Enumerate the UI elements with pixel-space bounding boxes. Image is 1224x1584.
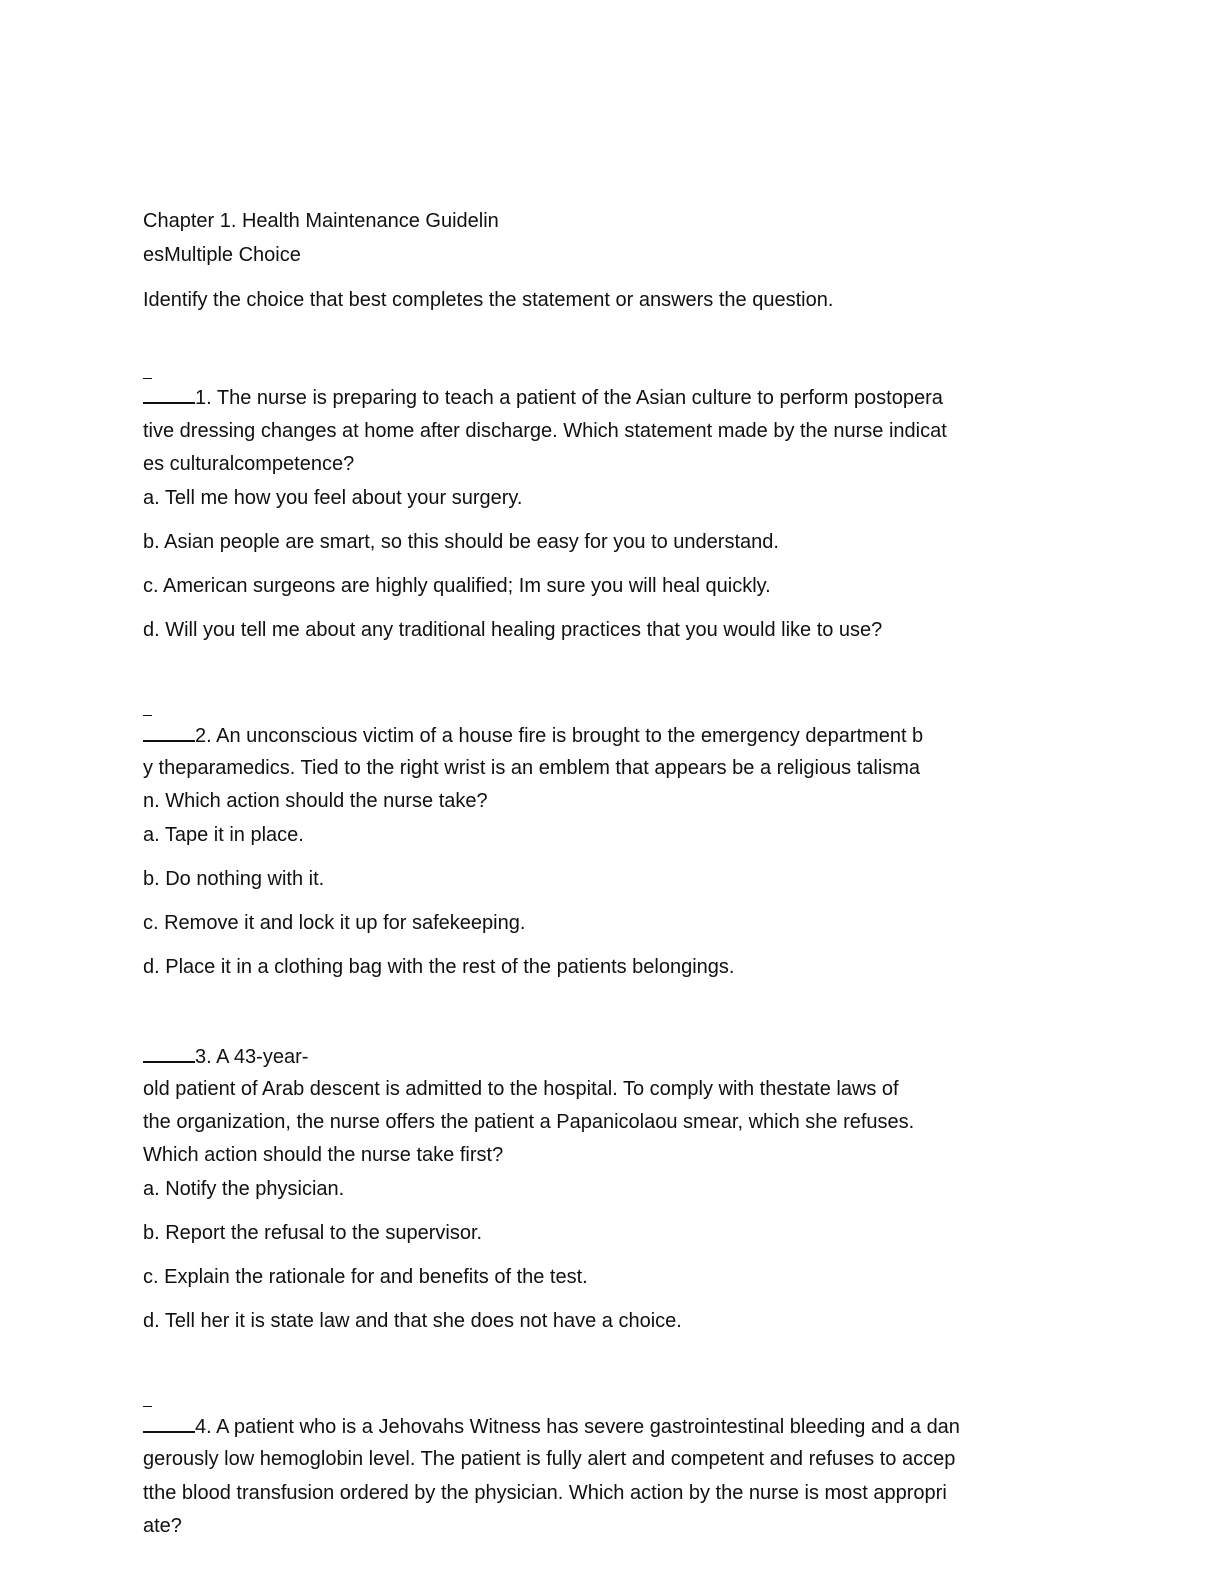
question-2-option-d: d. Place it in a clothing bag with the rest of the patients belongings. xyxy=(143,956,735,978)
question-4-stem xyxy=(143,1413,960,1440)
question-1-stem xyxy=(143,384,943,411)
question-3-option-c: c. Explain the rationale for and benefits of the test. xyxy=(143,1266,588,1288)
question-3-line: Which action should the nurse take first? xyxy=(143,1144,504,1166)
question-2-dash-mark xyxy=(143,715,152,716)
question-1-option-d: d. Will you tell me about any traditional healing practices that you would like to use? xyxy=(143,619,883,641)
question-3-option-d: d. Tell her it is state law and that she does not have a choice. xyxy=(143,1310,682,1332)
question-4-number-text: 4. A patient who is a Jehovahs Witness has severe gastrointestinal bleeding and a dan xyxy=(195,1416,960,1438)
question-2-answer-blank[interactable] xyxy=(143,722,195,742)
question-1-line: tive dressing changes at home after discharge. Which statement made by the nurse indicat xyxy=(143,420,947,442)
question-4-dash-mark xyxy=(143,1406,152,1407)
question-2-number-text: 2. An unconscious victim of a house fire is brought to the emergency department b xyxy=(195,725,924,747)
question-3-answer-blank[interactable] xyxy=(143,1043,195,1063)
question-4-line: tthe blood transfusion ordered by the physician. Which action by the nurse is most appropri xyxy=(143,1482,947,1504)
question-2-option-c: c. Remove it and lock it up for safekeeping. xyxy=(143,912,526,934)
question-3-option-b: b. Report the refusal to the supervisor. xyxy=(143,1222,483,1244)
question-1-option-b: b. Asian people are smart, so this should be easy for you to understand. xyxy=(143,531,779,553)
title-line-2: esMultiple Choice xyxy=(143,244,301,266)
question-4-answer-blank[interactable] xyxy=(143,1413,195,1433)
question-4-line: gerously low hemoglobin level. The patient is fully alert and competent and refuses to accep xyxy=(143,1448,956,1470)
question-2-option-b: b. Do nothing with it. xyxy=(143,868,325,890)
question-1-option-a: a. Tell me how you feel about your surgery. xyxy=(143,487,523,509)
question-3-number-text: 3. A 43-year- xyxy=(195,1046,309,1068)
question-3-line: old patient of Arab descent is admitted to the hospital. To comply with thestate laws of xyxy=(143,1078,899,1100)
question-2-line: n. Which action should the nurse take? xyxy=(143,790,488,812)
question-1-answer-blank[interactable] xyxy=(143,384,195,404)
question-1-option-c: c. American surgeons are highly qualified; Im sure you will heal quickly. xyxy=(143,575,771,597)
instructions: Identify the choice that best completes the statement or answers the question. xyxy=(143,289,834,311)
question-2-stem xyxy=(143,722,923,749)
question-3-line: the organization, the nurse offers the patient a Papanicolaou smear, which she refuses. xyxy=(143,1111,915,1133)
question-4-line: ate? xyxy=(143,1515,182,1537)
question-1-number-text: 1. The nurse is preparing to teach a patient of the Asian culture to perform postopera xyxy=(195,387,943,409)
question-2-line: y theparamedics. Tied to the right wrist is an emblem that appears be a religious talisma xyxy=(143,757,921,779)
question-2-option-a: a. Tape it in place. xyxy=(143,824,304,846)
question-3-option-a: a. Notify the physician. xyxy=(143,1178,345,1200)
question-1-dash-mark xyxy=(143,378,152,379)
question-1-line: es culturalcompetence? xyxy=(143,453,355,475)
question-3-stem xyxy=(143,1043,308,1070)
title-line-1: Chapter 1. Health Maintenance Guidelin xyxy=(143,210,499,232)
